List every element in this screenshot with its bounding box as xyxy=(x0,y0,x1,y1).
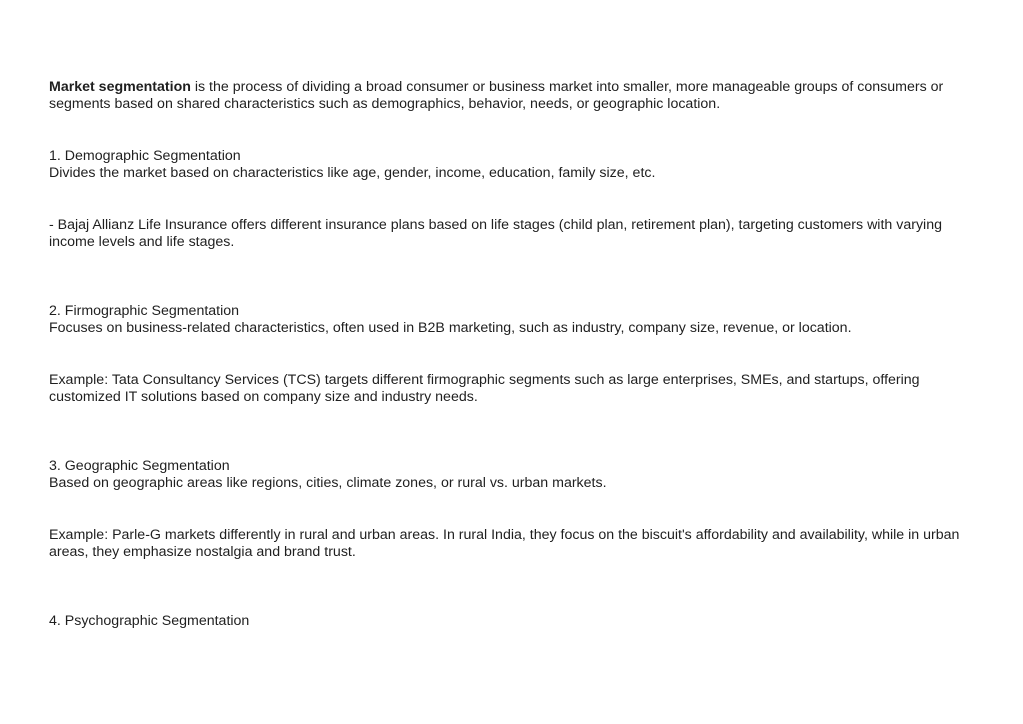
section-demographic xyxy=(49,148,984,182)
section-description: Based on geographic areas like regions, cities, climate zones, or rural vs. urban markets. xyxy=(49,475,607,491)
section-heading: 3. Geographic Segmentation xyxy=(49,458,230,474)
section-example: Example: Parle-G markets differently in rural and urban areas. In rural India, they focus on the biscuit's affordability and availability, while in urban areas, they emphasize nostalgia and brand trust. xyxy=(49,527,960,560)
section-psychographic xyxy=(49,613,984,630)
section-heading: 1. Demographic Segmentation xyxy=(49,148,241,164)
section-example: - Bajaj Allianz Life Insurance offers different insurance plans based on life stages (child plan, retirement plan), targeting customers with varying income levels and life stages. xyxy=(49,217,942,250)
intro-paragraph xyxy=(49,79,984,113)
section-description: Divides the market based on characteristics like age, gender, income, education, family size, etc. xyxy=(49,165,656,181)
intro-text: is the process of dividing a broad consumer or business market into smaller, more manageable groups of consumers or segments based on shared characteristics such as demographics, behavior, needs, or geographic location. xyxy=(49,79,944,112)
intro-term: Market segmentation xyxy=(49,79,191,95)
section-heading: 4. Psychographic Segmentation xyxy=(49,613,250,629)
section-heading: 2. Firmographic Segmentation xyxy=(49,303,240,319)
section-description: Focuses on business-related characteristics, often used in B2B marketing, such as industry, company size, revenue, or location. xyxy=(49,320,852,336)
section-firmographic xyxy=(49,303,984,337)
section-geographic xyxy=(49,458,984,492)
document-body xyxy=(49,79,984,630)
section-example: Example: Tata Consultancy Services (TCS) targets different firmographic segments such as large enterprises, SMEs, and startups, offering customized IT solutions based on company size and industry needs. xyxy=(49,372,920,405)
